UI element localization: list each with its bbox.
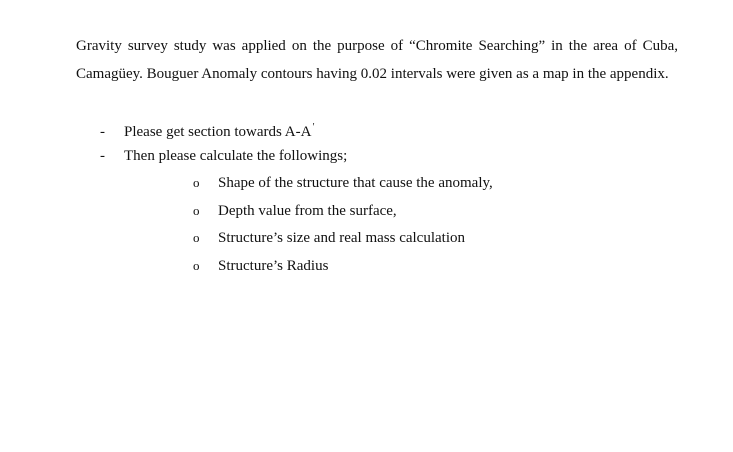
bullet-text: Please get section towards A-A <box>124 124 312 140</box>
intro-paragraph: Gravity survey study was applied on the purpose of “Chromite Searching” in the area of Cuba, Camagüey. Bouguer Anomaly contours having 0.02 intervals were given as a map in the appendix. <box>76 38 678 82</box>
bullet-item-calculate <box>100 146 347 166</box>
sub-item-size-mass <box>193 228 465 248</box>
circle-bullet: o <box>193 230 200 245</box>
sub-item-text: Structure’s Radius <box>218 258 329 274</box>
circle-bullet: o <box>193 258 200 273</box>
sub-item-text: Depth value from the surface, <box>218 203 397 219</box>
sub-item-shape <box>193 173 493 193</box>
sub-item-depth <box>193 201 397 221</box>
sub-item-radius <box>193 256 328 276</box>
prime-mark: ′ <box>312 122 315 133</box>
circle-bullet: o <box>193 175 200 190</box>
dash-bullet: - <box>100 148 105 164</box>
sub-item-text: Structure’s size and real mass calculation <box>218 230 465 246</box>
bullet-text: Then please calculate the followings; <box>124 148 348 164</box>
circle-bullet: o <box>193 203 200 218</box>
sub-item-text: Shape of the structure that cause the anomaly, <box>218 175 493 191</box>
bullet-item-section <box>100 118 315 142</box>
dash-bullet: - <box>100 124 105 140</box>
